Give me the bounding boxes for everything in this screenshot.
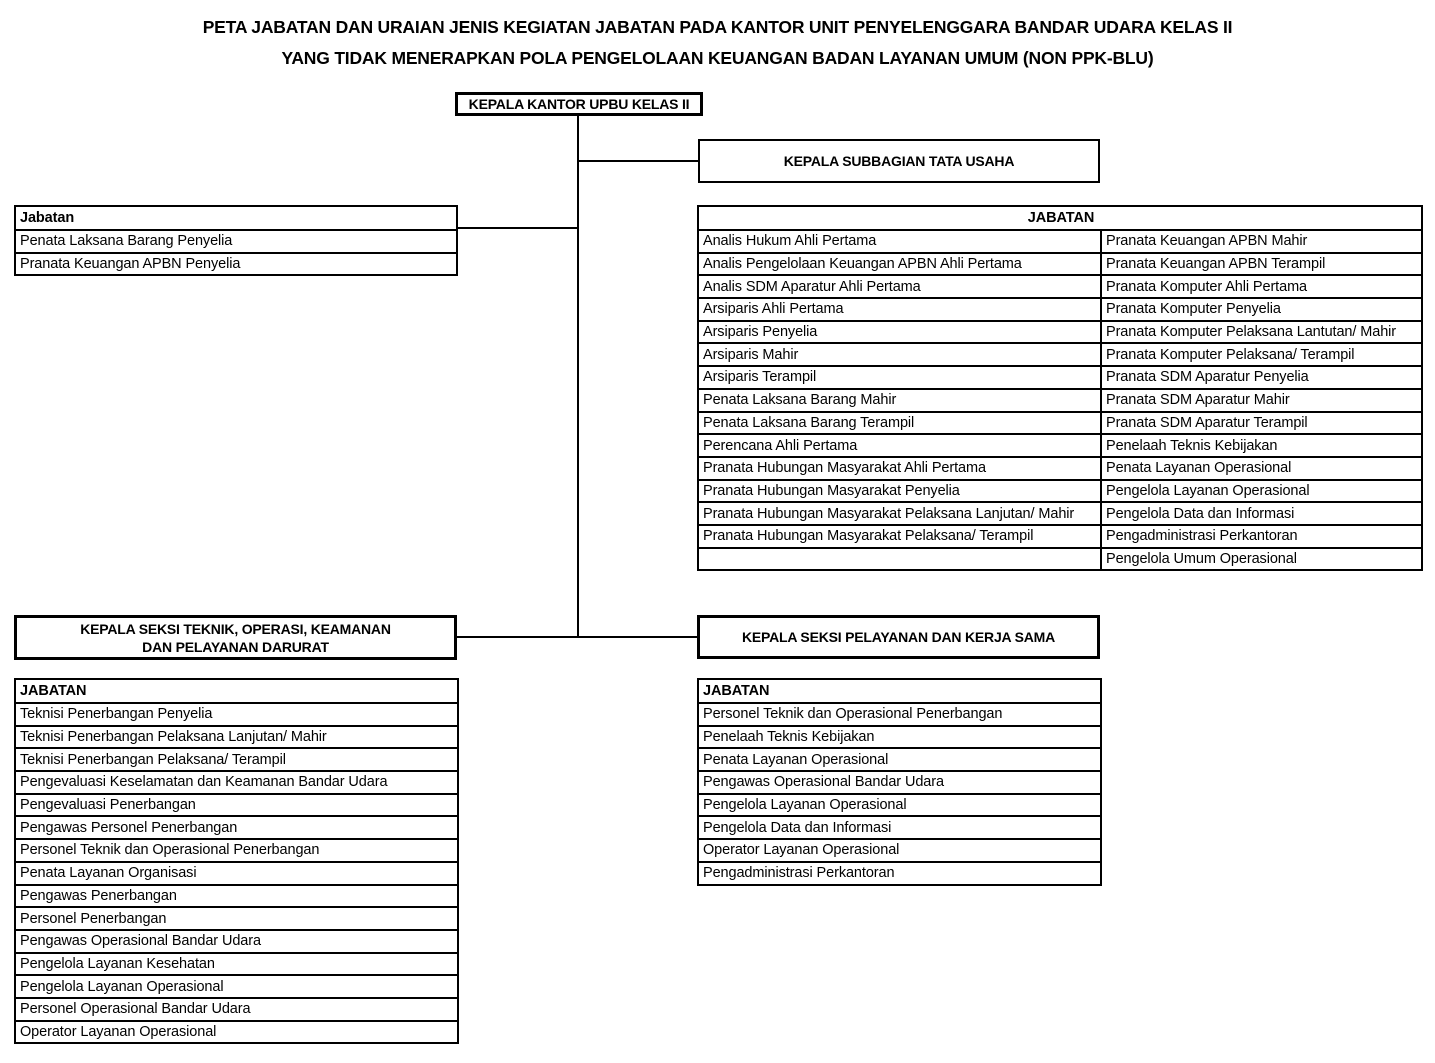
jabatan-cell-left: Penata Laksana Barang Terampil [698, 412, 1101, 435]
tata-usaha-jabatan-header: JABATAN [698, 206, 1422, 230]
table-row [15, 1021, 458, 1044]
page-title-line2: YANG TIDAK MENERAPKAN POLA PENGELOLAAN KEUANGAN BADAN LAYANAN UMUM (NON PPK-BLU) [281, 48, 1154, 68]
jabatan-cell-left: Penata Laksana Barang Mahir [698, 389, 1101, 412]
subbagian-tata-usaha-box [698, 139, 1100, 183]
jabatan-cell-right: Pranata Komputer Pelaksana Lantutan/ Mahir [1101, 321, 1422, 344]
table-row [698, 457, 1422, 480]
seksi-teknik-label-line1: KEPALA SEKSI TEKNIK, OPERASI, KEAMANAN [80, 620, 391, 637]
table-header-row [15, 206, 457, 230]
seksi-pelayanan-jabatan-header: JABATAN [698, 679, 1101, 703]
jabatan-cell-left: Analis Pengelolaan Keuangan APBN Ahli Pertama [698, 253, 1101, 276]
jabatan-cell: Penelaah Teknis Kebijakan [698, 726, 1101, 749]
jabatan-cell: Pengawas Operasional Bandar Udara [15, 930, 458, 953]
seksi-pelayanan-jabatan-table [697, 678, 1102, 886]
table-row [698, 794, 1101, 817]
table-row [15, 839, 458, 862]
table-row [698, 726, 1101, 749]
table-row [698, 502, 1422, 525]
jabatan-cell-right: Penelaah Teknis Kebijakan [1101, 434, 1422, 457]
jabatan-cell-right: Pranata Keuangan APBN Terampil [1101, 253, 1422, 276]
jabatan-cell-right: Pranata SDM Aparatur Terampil [1101, 412, 1422, 435]
seksi-teknik-label-line2: DAN PELAYANAN DARURAT [142, 638, 329, 655]
jabatan-cell: Teknisi Penerbangan Pelaksana/ Terampil [15, 748, 458, 771]
jabatan-cell-left: Arsiparis Ahli Pertama [698, 298, 1101, 321]
table-row [698, 298, 1422, 321]
kantor-jabatan-header: Jabatan [15, 206, 457, 230]
table-row [698, 230, 1422, 253]
table-row [698, 548, 1422, 571]
jabatan-cell: Penata Layanan Operasional [698, 748, 1101, 771]
table-row [15, 953, 458, 976]
table-row [15, 885, 458, 908]
seksi-pelayanan-box [697, 615, 1100, 659]
jabatan-cell: Pranata Keuangan APBN Penyelia [15, 253, 457, 276]
jabatan-cell: Pengelola Layanan Operasional [15, 975, 458, 998]
table-row [15, 726, 458, 749]
table-row [698, 321, 1422, 344]
tata-usaha-jabatan-table [697, 205, 1423, 571]
connector-trunk-vertical [577, 114, 579, 637]
table-row [15, 907, 458, 930]
jabatan-cell: Operator Layanan Operasional [15, 1021, 458, 1044]
jabatan-cell: Personel Penerbangan [15, 907, 458, 930]
connector-bottom-horizontal [455, 636, 699, 638]
table-row [15, 816, 458, 839]
table-row [15, 703, 458, 726]
table-header-row [698, 679, 1101, 703]
jabatan-cell-right: Pranata Komputer Ahli Pertama [1101, 275, 1422, 298]
jabatan-cell-right: Penata Layanan Operasional [1101, 457, 1422, 480]
jabatan-cell-left: Pranata Hubungan Masyarakat Ahli Pertama [698, 457, 1101, 480]
subbagian-tata-usaha-label: KEPALA SUBBAGIAN TATA USAHA [783, 153, 1015, 169]
seksi-pelayanan-label: KEPALA SEKSI PELAYANAN DAN KERJA SAMA [741, 629, 1056, 645]
seksi-teknik-box [14, 615, 457, 660]
table-row [698, 480, 1422, 503]
jabatan-cell: Penata Laksana Barang Penyelia [15, 230, 457, 253]
jabatan-cell: Pengawas Operasional Bandar Udara [698, 771, 1101, 794]
kantor-jabatan-table [14, 205, 458, 276]
kepala-kantor-label: KEPALA KANTOR UPBU KELAS II [468, 96, 690, 112]
seksi-teknik-jabatan-table [14, 678, 459, 1044]
table-row [15, 771, 458, 794]
table-row [698, 839, 1101, 862]
table-header-row [698, 206, 1422, 230]
jabatan-cell: Pengelola Layanan Operasional [698, 794, 1101, 817]
table-row [15, 930, 458, 953]
table-row [698, 343, 1422, 366]
jabatan-cell-left: Analis SDM Aparatur Ahli Pertama [698, 275, 1101, 298]
seksi-teknik-jabatan-header: JABATAN [15, 679, 458, 703]
table-row [698, 275, 1422, 298]
table-row [15, 998, 458, 1021]
kepala-kantor-box [455, 92, 703, 116]
table-row [698, 253, 1422, 276]
table-row [15, 862, 458, 885]
table-row [15, 230, 457, 253]
jabatan-cell-right: Pengelola Layanan Operasional [1101, 480, 1422, 503]
table-row [698, 525, 1422, 548]
jabatan-cell-left: Perencana Ahli Pertama [698, 434, 1101, 457]
table-row [698, 816, 1101, 839]
jabatan-cell-left: Arsiparis Penyelia [698, 321, 1101, 344]
jabatan-cell: Personel Operasional Bandar Udara [15, 998, 458, 1021]
jabatan-cell-right: Pranata SDM Aparatur Mahir [1101, 389, 1422, 412]
jabatan-cell: Personel Teknik dan Operasional Penerbangan [15, 839, 458, 862]
jabatan-cell: Pengawas Penerbangan [15, 885, 458, 908]
table-header-row [15, 679, 458, 703]
jabatan-cell-right: Pranata Komputer Penyelia [1101, 298, 1422, 321]
jabatan-cell: Operator Layanan Operasional [698, 839, 1101, 862]
jabatan-cell: Pengevaluasi Penerbangan [15, 794, 458, 817]
jabatan-cell: Teknisi Penerbangan Penyelia [15, 703, 458, 726]
jabatan-cell-left: Pranata Hubungan Masyarakat Pelaksana Lanjutan/ Mahir [698, 502, 1101, 525]
table-row [698, 434, 1422, 457]
jabatan-cell-right: Pengadministrasi Perkantoran [1101, 525, 1422, 548]
jabatan-cell: Personel Teknik dan Operasional Penerbangan [698, 703, 1101, 726]
jabatan-cell-right: Pengelola Data dan Informasi [1101, 502, 1422, 525]
jabatan-cell: Pengawas Personel Penerbangan [15, 816, 458, 839]
jabatan-cell: Pengadministrasi Perkantoran [698, 862, 1101, 885]
jabatan-cell-left: Pranata Hubungan Masyarakat Penyelia [698, 480, 1101, 503]
jabatan-cell-right: Pranata SDM Aparatur Penyelia [1101, 366, 1422, 389]
jabatan-cell-left [698, 548, 1101, 571]
jabatan-cell-left: Pranata Hubungan Masyarakat Pelaksana/ Terampil [698, 525, 1101, 548]
table-row [698, 703, 1101, 726]
table-row [698, 862, 1101, 885]
jabatan-cell-left: Arsiparis Mahir [698, 343, 1101, 366]
jabatan-cell-left: Analis Hukum Ahli Pertama [698, 230, 1101, 253]
table-row [15, 975, 458, 998]
jabatan-cell: Penata Layanan Organisasi [15, 862, 458, 885]
jabatan-cell-right: Pranata Komputer Pelaksana/ Terampil [1101, 343, 1422, 366]
connector-kantor-jabatan-horizontal [456, 227, 578, 229]
table-row [698, 412, 1422, 435]
page-title [0, 12, 1435, 74]
table-row [698, 771, 1101, 794]
jabatan-cell-right: Pranata Keuangan APBN Mahir [1101, 230, 1422, 253]
table-row [698, 748, 1101, 771]
table-row [15, 748, 458, 771]
table-row [698, 389, 1422, 412]
jabatan-cell: Pengelola Data dan Informasi [698, 816, 1101, 839]
table-row [15, 253, 457, 276]
table-row [698, 366, 1422, 389]
jabatan-cell-right: Pengelola Umum Operasional [1101, 548, 1422, 571]
jabatan-cell: Pengevaluasi Keselamatan dan Keamanan Bandar Udara [15, 771, 458, 794]
jabatan-cell-left: Arsiparis Terampil [698, 366, 1101, 389]
jabatan-cell: Pengelola Layanan Kesehatan [15, 953, 458, 976]
jabatan-cell: Teknisi Penerbangan Pelaksana Lanjutan/ Mahir [15, 726, 458, 749]
page-title-line1: PETA JABATAN DAN URAIAN JENIS KEGIATAN JABATAN PADA KANTOR UNIT PENYELENGGARA BANDAR UDARA KELAS II [202, 17, 1233, 37]
table-row [15, 794, 458, 817]
connector-tata-usaha-horizontal [578, 160, 700, 162]
